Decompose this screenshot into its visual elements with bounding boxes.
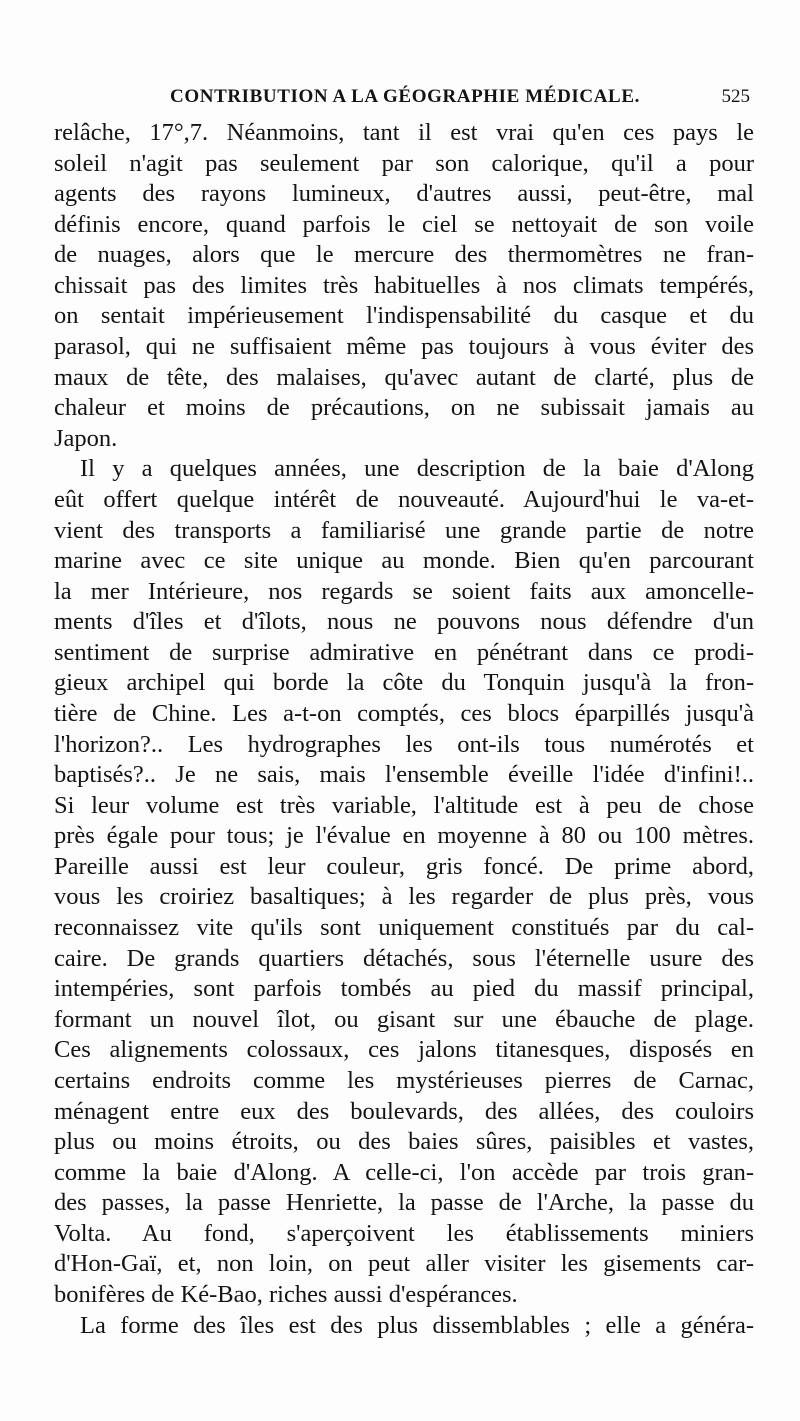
text-line: ments d'îles et d'îlots, nous ne pouvons nous défendre d'un — [54, 608, 754, 636]
text-line: la mer Intérieure, nos regards se soient faits aux amoncelle- — [54, 577, 754, 605]
text-line: chaleur et moins de précautions, on ne subissait jamais au — [54, 394, 754, 422]
text-line: on sentait impérieusement l'indispensabilité du casque et du — [54, 302, 754, 330]
text-line: Ces alignements colossaux, ces jalons titanesques, disposés en — [54, 1036, 754, 1064]
text-line: vient des transports a familiarisé une grande partie de notre — [54, 516, 754, 544]
text-line: marine avec ce site unique au monde. Bien qu'en parcourant — [54, 547, 754, 575]
text-line: certains endroits comme les mystérieuses pierres de Carnac, — [54, 1066, 754, 1094]
text-line: relâche, 17°,7. Néanmoins, tant il est vrai qu'en ces pays le — [54, 119, 754, 146]
paragraph-start-line: La forme des îles est des plus dissemblables ; elle a généra- — [80, 1311, 754, 1339]
text-line: gieux archipel qui borde la côte du Tonquin jusqu'à la fron- — [54, 669, 754, 697]
text-line: l'horizon?.. Les hydrographes les ont-ils tous numérotés et — [54, 730, 754, 758]
paragraph-start-line: Il y a quelques années, une description de la baie d'Along — [80, 455, 754, 483]
text-line: comme la baie d'Along. A celle-ci, l'on accède par trois gran- — [54, 1158, 754, 1186]
text-line: caire. De grands quartiers détachés, sous l'éternelle usure des — [54, 944, 754, 972]
text-line: parasol, qui ne suffisaient même pas toujours à vous éviter des — [54, 333, 754, 361]
body-text — [54, 118, 754, 1341]
text-line: chissait pas des limites très habituelles à nos climats tempérés, — [54, 271, 754, 299]
text-line: vous les croiriez basaltiques; à les regarder de plus près, vous — [54, 883, 754, 911]
text-line: Si leur volume est très variable, l'altitude est à peu de chose — [54, 791, 754, 819]
text-line: baptisés?.. Je ne sais, mais l'ensemble éveille l'idée d'infini!.. — [54, 761, 754, 789]
text-line: reconnaissez vite qu'ils sont uniquement constitués par du cal- — [54, 914, 754, 942]
text-line: définis encore, quand parfois le ciel se nettoyait de son voile — [54, 210, 754, 238]
text-line: eût offert quelque intérêt de nouveauté. Aujourd'hui le va-et- — [54, 485, 754, 513]
page-header — [60, 86, 750, 112]
text-line: formant un nouvel îlot, ou gisant sur une ébauche de plage. — [54, 1005, 754, 1033]
page-number: 525 — [721, 86, 750, 107]
paragraph-end-line: bonifères de Ké-Bao, riches aussi d'espérances. — [54, 1280, 518, 1308]
text-line: tière de Chine. Les a-t-on comptés, ces blocs éparpillés jusqu'à — [54, 699, 754, 727]
text-line: plus ou moins étroits, ou des baies sûres, paisibles et vastes, — [54, 1128, 754, 1156]
running-title: CONTRIBUTION A LA GÉOGRAPHIE MÉDICALE. — [170, 86, 640, 107]
text-line: sentiment de surprise admirative en pénétrant dans ce prodi- — [54, 638, 754, 666]
text-line: Volta. Au fond, s'aperçoivent les établissements miniers — [54, 1219, 754, 1247]
text-line: soleil n'agit pas seulement par son calorique, qu'il a pour — [54, 149, 754, 177]
text-line: maux de tête, des malaises, qu'avec autant de clarté, plus de — [54, 363, 754, 391]
paragraph-end-line: Japon. — [54, 424, 118, 452]
text-line: Pareille aussi est leur couleur, gris foncé. De prime abord, — [54, 852, 754, 880]
text-line: d'Hon-Gaï, et, non loin, on peut aller visiter les gisements car- — [54, 1250, 754, 1278]
text-line: agents des rayons lumineux, d'autres aussi, peut-être, mal — [54, 180, 754, 208]
text-line: de nuages, alors que le mercure des thermomètres ne fran- — [54, 241, 754, 269]
text-line: ménagent entre eux des boulevards, des allées, des couloirs — [54, 1097, 754, 1125]
text-line: des passes, la passe Henriette, la passe de l'Arche, la passe du — [54, 1189, 754, 1217]
text-line: intempéries, sont parfois tombés au pied du massif principal, — [54, 975, 754, 1003]
text-line: près égale pour tous; je l'évalue en moyenne à 80 ou 100 mètres. — [54, 822, 754, 850]
